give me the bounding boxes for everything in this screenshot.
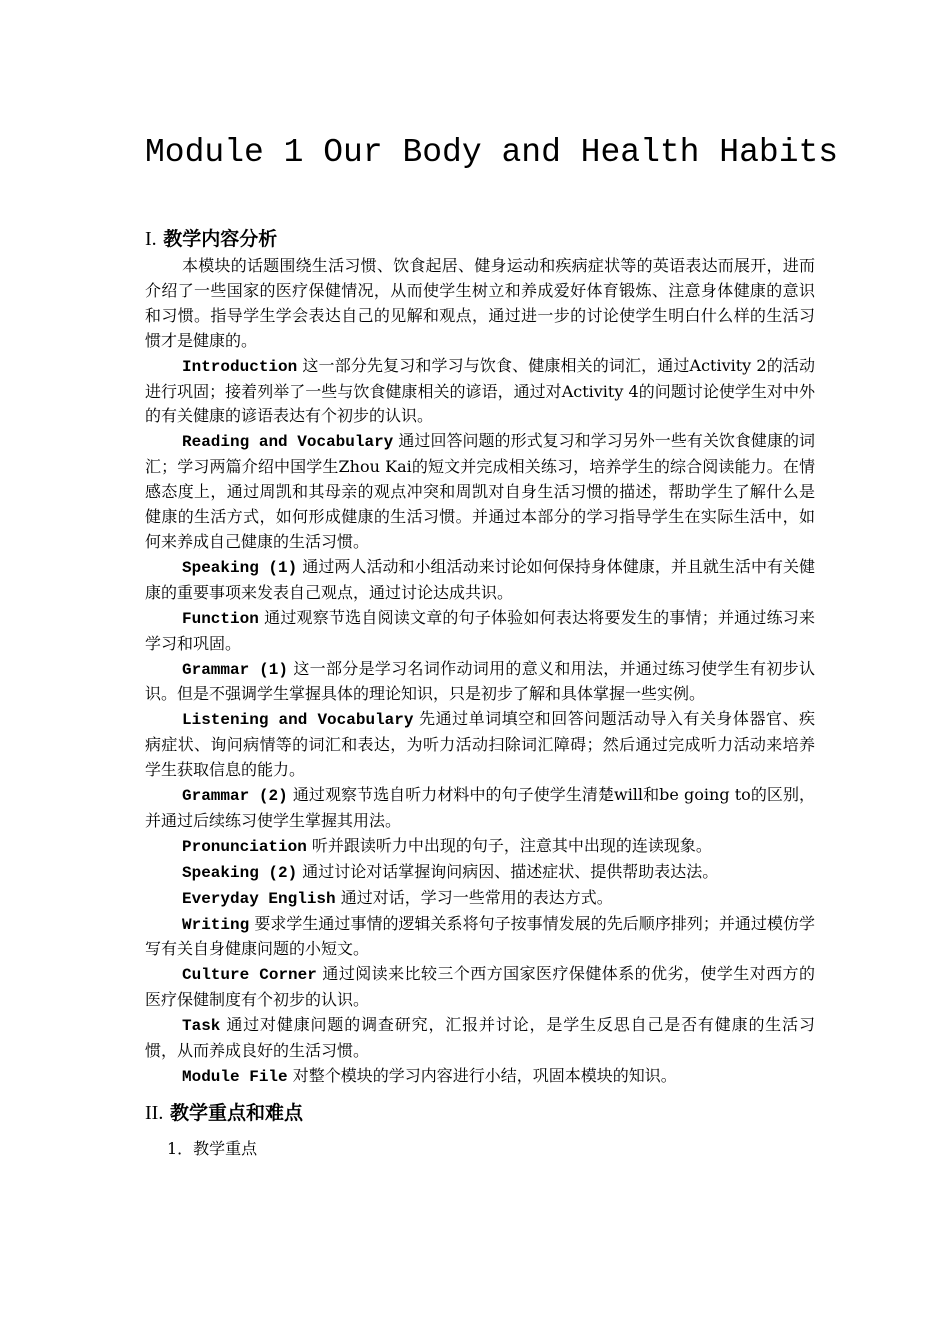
paragraph-text: 要求学生通过事情的逻辑关系将句子按事情发展的先后顺序排列；并通过模仿学写有关自身健康问题的小短文。	[145, 913, 815, 959]
paragraph-writing	[145, 912, 815, 963]
paragraph-text: 听并跟读听力中出现的句子，注意其中出现的连读现象。	[306, 835, 712, 855]
paragraph-speaking-2	[145, 860, 815, 886]
document-body	[145, 224, 815, 1162]
paragraph-text: 对整个模块的学习内容进行小结，巩固本模块的知识。	[287, 1066, 677, 1085]
paragraph-label: Task	[182, 1017, 221, 1036]
paragraph-text: 通过观察节选自阅读文章的句子体验如何表达将要发生的事情；并通过练习来学习和巩固。	[145, 607, 815, 653]
paragraph-introduction	[145, 354, 815, 430]
paragraph-module-file	[145, 1064, 815, 1090]
paragraph-text: 通过对健康问题的调查研究，汇报并讨论，是学生反思自己是否有健康的生活习惯，从而养成良好的生活习惯。	[145, 1015, 815, 1061]
paragraph-label: Speaking (2)	[182, 863, 298, 882]
paragraph-everyday-english	[145, 886, 815, 912]
section-number: I.	[145, 228, 157, 250]
paragraph-reading-vocabulary	[145, 429, 815, 555]
paragraph-text: 这一部分是学习名词作动词用的意义和用法，并通过练习使学生有初步认识。但是不强调学生掌握具体的理论知识，只是初步了解和具体掌握一些实例。	[145, 658, 815, 704]
paragraph-text: 通过观察节选自听力材料中的句子使学生清楚will和be going to的区别，并通过后续练习使学生掌握其用法。	[145, 785, 815, 830]
paragraph-label: Function	[182, 609, 259, 628]
page-title: Module 1 Our Body and Health Habits	[145, 134, 839, 171]
section-heading-2	[145, 1098, 815, 1128]
paragraph-text: 通过两人活动和小组活动来讨论如何保持身体健康，并且就生活中有关健康的重要事项来发表自己观点，通过讨论达成共识。	[145, 556, 816, 602]
paragraph-label: Pronunciation	[182, 837, 307, 856]
paragraph-text: 先通过单词填空和回答问题活动导入有关身体器官、疾病症状、询问病情等的词汇和表达，为听力活动扫除词汇障碍；然后通过完成听力活动来培养学生获取信息的能力。	[145, 709, 816, 780]
paragraph-culture-corner	[145, 962, 815, 1013]
paragraph-grammar-2	[145, 783, 815, 834]
paragraph-text: 通过回答问题的形式复习和学习另外一些有关饮食健康的词汇；学习两篇介绍中国学生Zhou Kai的短文并完成相关练习，培养学生的综合阅读能力。在情感态度上，通过周凯和其母亲的观点冲突和周凯对自身生活习惯的描述，帮助学生了解什么是健康的生活方式，如何形成健康的生活习惯。并通过本部分的学习指导学生在实际生活中，如何来养成自己健康的生活习惯。	[145, 431, 816, 551]
paragraph-label: Introduction	[182, 357, 298, 376]
intro-paragraph: 本模块的话题围绕生活习惯、饮食起居、健身运动和疾病症状等的英语表达而展开，进而介绍了一些国家的医疗保健情况，从而使学生树立和养成爱好体育锻炼、注意身体健康的意识和习惯。指导学生学会表达自己的见解和观点，通过进一步的讨论使学生明白什么样的生活习惯才是健康的。	[145, 256, 815, 350]
paragraph-label: Grammar (1)	[182, 660, 288, 679]
paragraph-text: 通过阅读来比较三个西方国家医疗保健体系的优劣，使学生对西方的医疗保健制度有个初步的认识。	[145, 964, 815, 1010]
paragraph-label: Culture Corner	[182, 966, 317, 985]
paragraph-label: Writing	[182, 915, 250, 934]
paragraph-text: 通过对话，学习一些常用的表达方式。	[335, 887, 613, 907]
paragraph-label: Listening and Vocabulary	[182, 711, 414, 730]
paragraph-listening-vocabulary	[145, 707, 815, 783]
paragraph-task	[145, 1013, 815, 1064]
paragraph-function	[145, 606, 815, 657]
paragraph-label: Speaking (1)	[182, 558, 298, 577]
paragraph-pronunciation	[145, 834, 815, 860]
paragraph-label: Grammar (2)	[182, 787, 288, 806]
paragraph-label: Reading and Vocabulary	[182, 433, 394, 452]
paragraph-label: Everyday English	[182, 889, 336, 908]
paragraph-label: Module File	[182, 1068, 288, 1086]
section-number: II.	[145, 1101, 164, 1124]
paragraph-grammar-1	[145, 657, 815, 708]
paragraph-speaking-1	[145, 555, 815, 606]
paragraph-text: 这一部分先复习和学习与饮食、健康相关的词汇，通过Activity 2的活动进行巩固；接着列举了一些与饮食健康相关的谚语，通过对Activity 4的问题讨论使学生对中外的有关健康的谚语表达有个初步的认识。	[145, 355, 815, 426]
subheading-teaching-focus: 1．教学重点	[167, 1138, 258, 1158]
section-heading-1	[145, 224, 815, 254]
section-title: 教学重点和难点	[169, 1101, 303, 1124]
paragraph-text: 通过讨论对话掌握询问病因、描述症状、提供帮助表达法。	[297, 861, 719, 881]
section-title: 教学内容分析	[163, 228, 278, 250]
